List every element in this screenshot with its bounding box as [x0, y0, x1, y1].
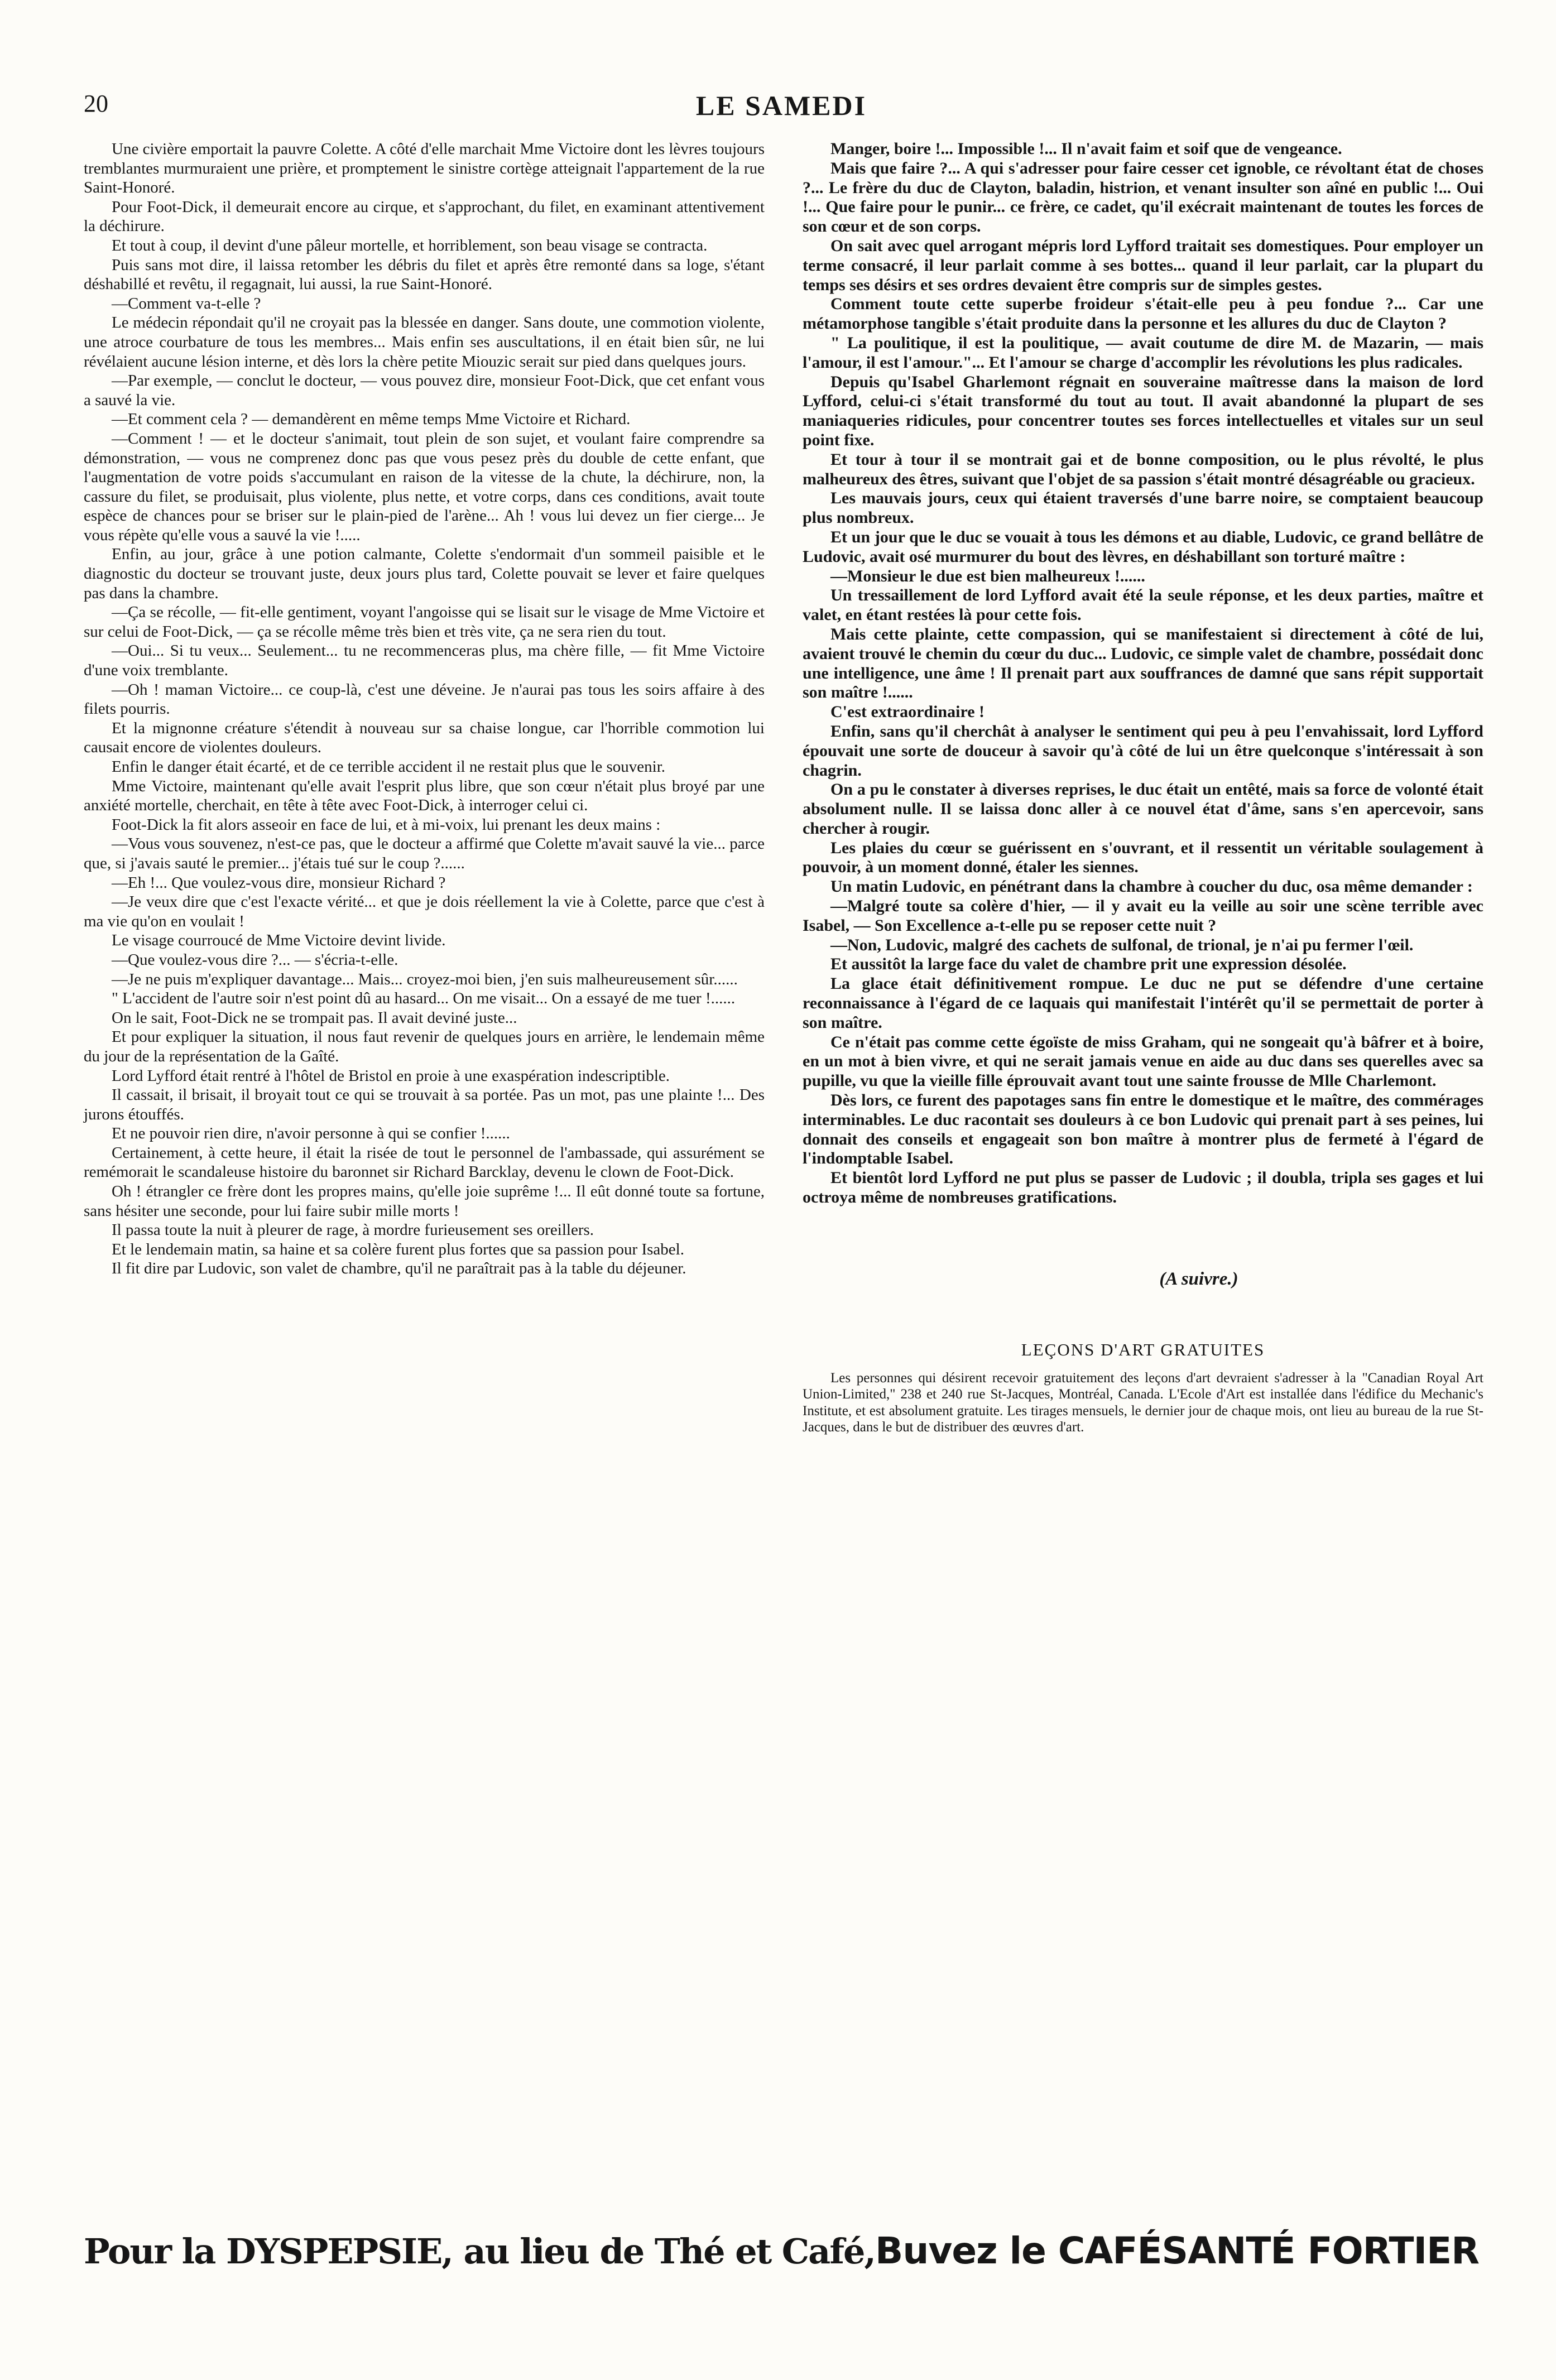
- paragraph: La glace était définitivement rompue. Le duc ne put se défendre d'une certaine reconnaissance à l'égard de ce laquais qui manifestait l'intérêt qu'il se permettait de porter à son maître.: [803, 974, 1483, 1032]
- paragraph: Ce n'était pas comme cette égoïste de miss Graham, qui ne songeait qu'à bâfrer et à boire, en un mot à bien vivre, et qui ne serait jamais venue en aide au duc dans ses querelles avec sa pupille, vu que la vieille fille éprouvait avant tout une sainte frousse de Mlle Charlemont.: [803, 1032, 1483, 1090]
- paragraph: Pour Foot-Dick, il demeurait encore au cirque, et s'approchant, du filet, en examinant attentivement la déchirure.: [84, 198, 765, 235]
- paragraph: Le médecin répondait qu'il ne croyait pas la blessée en danger. Sans doute, une commotion violente, une atroce courbature de tous les membres... Mais enfin ses auscultations, il en était bien sûr, ne lui révélaient aucune lésion interne, et dès lors la chère petite Miouzic serait sur pied dans quelques jours.: [84, 314, 765, 371]
- paragraph: Mais cette plainte, cette compassion, qui se manifestaient si directement à côté de lui, avaient trouvé le chemin du cœur du duc... Ludovic, ce simple valet de chambre, possédait donc une intelligence, une âme ! Il prenait part aux souffrances de damné que sans répit supportait son maître !......: [803, 624, 1483, 702]
- paragraph: —Comment va-t-elle ?: [112, 294, 261, 312]
- page-header: [84, 89, 1479, 128]
- paragraph: Manger, boire !... Impossible !... Il n'avait faim et soif que de vengeance.: [830, 140, 1342, 158]
- paragraph: —Ça se récolle, — fit-elle gentiment, voyant l'angoisse qui se lisait sur le visage de Mme Victoire et sur celui de Foot-Dick, — ça se récolle même très bien et très vite, ça ne sera rien du tout.: [84, 603, 765, 641]
- paragraph: Et tour à tour il se montrait gai et de bonne composition, ou le plus révolté, le plus malheureux des êtres, suivant que l'objet de sa passion s'était montré désagréable ou gracieux.: [803, 450, 1483, 488]
- paragraph: —Non, Ludovic, malgré des cachets de sulfonal, de trional, je n'ai pu fermer l'œil.: [830, 935, 1414, 954]
- notice-text: Les personnes qui désirent recevoir gratuitement des leçons d'art devraient s'adresser à la "Canadian Royal Art Union-Limited," 238 et 240 rue St-Jacques, Montréal, Canada. L'Ecole d'Art est installée dans l'édifice du Mechanic's Institute, et est absolument gratuite. Les tirages mensuels, le dernier jour de chaque mois, ont lieu au bureau de la rue St-Jacques, dans le but de distribuer des œuvres d'art.: [803, 1370, 1483, 1435]
- paragraph: Mme Victoire, maintenant qu'elle avait l'esprit plus libre, que son cœur n'était plus broyé par une anxiété mortelle, cherchait, en tête à tête avec Foot-Dick, à interroger celui ci.: [84, 777, 765, 815]
- paragraph: Une civière emportait la pauvre Colette. A côté d'elle marchait Mme Victoire dont les lèvres toujours tremblantes murmuraient une prière, et promptement le sinistre cortège atteignait l'appartement de la rue Saint-Honoré.: [84, 140, 765, 197]
- paragraph: C'est extraordinaire !: [830, 703, 985, 722]
- paragraph: Puis sans mot dire, il laissa retomber les débris du filet et après être remonté dans sa loge, s'étant déshabillé et revêtu, il regagnait, lui aussi, la rue Saint-Honoré.: [84, 256, 765, 294]
- paragraph: On sait avec quel arrogant mépris lord Lyfford traitait ses domestiques. Pour employer un terme consacré, il leur parlait comme à ses bottes... quand il leur parlait, car la plupart du temps ses désirs et ses ordres devaient être compris sur de simples gestes.: [803, 236, 1483, 294]
- paragraph: —Malgré toute sa colère d'hier, — il y avait eu la veille au soir une scène terrible avec Isabel, — Son Excellence a-t-elle pu se reposer cette nuit ?: [803, 897, 1483, 935]
- right-column: [803, 140, 1483, 1436]
- art-lessons-notice: [803, 1340, 1483, 1436]
- paragraph: —Je ne puis m'expliquer davantage... Mais... croyez-moi bien, j'en suis malheureusement sûr......: [112, 970, 738, 988]
- paragraph: —Comment ! — et le docteur s'animait, tout plein de son sujet, et voulant faire comprendre sa démonstration, — vous ne comprenez donc pas que vous pesez près du double de cette enfant, que l'augmentation de votre poids s'accumulant en raison de la vitesse de la chute, la déchirure, non, la cassure du filet, se produisait, plus violente, plus nette, et votre corps, dans ces conditions, avait toute espèce de chances pour se briser sur le plain-pied de l'arène... Ah ! vous lui devez un fier cierge... Je vous répète qu'elle vous a sauvé la vie !.....: [84, 429, 765, 544]
- paragraph: Enfin, sans qu'il cherchât à analyser le sentiment qui peu à peu l'envahissait, lord Lyfford épouvait une sorte de douceur à savoir qu'à côté de lui un être quelconque s'intéressait à son chagrin.: [803, 722, 1483, 780]
- paragraph: Foot-Dick la fit alors asseoir en face de lui, et à mi-voix, lui prenant les deux mains :: [112, 815, 661, 834]
- paragraph: —Je veux dire que c'est l'exacte vérité... et que je dois réellement la vie à Colette, parce que c'est à ma vie qu'on en voulait !: [84, 893, 765, 930]
- paragraph: Il fit dire par Ludovic, son valet de chambre, qu'il ne paraîtrait pas à la table du déjeuner.: [112, 1259, 686, 1278]
- paragraph: Dès lors, ce furent des papotages sans fin entre le domestique et le maître, des commérages interminables. Le duc racontait ses douleurs à ce bon Ludovic qui prenait part à ses peines, lui donnait des conseils et engageait son bon maître à montrer plus de fermeté à l'égard de l'indomptable Isabel.: [803, 1091, 1483, 1168]
- paragraph: —Monsieur le due est bien malheureux !......: [830, 566, 1145, 585]
- paragraph: —Oh ! maman Victoire... ce coup-là, c'est une déveine. Je n'aurai pas tous les soirs affaire à des filets pourris.: [84, 680, 765, 718]
- paragraph: " La poulitique, il est la poulitique, — avait coutume de dire M. de Mazarin, — mais l'amour, il est l'amour."... Et l'amour se charge d'accomplir les révolutions les plus radicales.: [803, 333, 1483, 372]
- paragraph: Et bientôt lord Lyfford ne put plus se passer de Ludovic ; il doubla, tripla ses gages et lui octroya même de nombreuses gratifications.: [803, 1169, 1483, 1207]
- right-column-text: [803, 140, 1483, 1208]
- paragraph: Comment toute cette superbe froideur s'était-elle peu à peu fondue ?... Car une métamorphose tangible s'était produite dans la personne et les allures du duc de Clayton ?: [803, 295, 1483, 333]
- paragraph: Et la mignonne créature s'étendit à nouveau sur sa chaise longue, car l'horrible commotion lui causait encore de violentes douleurs.: [84, 719, 765, 757]
- running-head-title: LE SAMEDI: [695, 90, 867, 121]
- paragraph: Certainement, à cette heure, il était la risée de tout le personnel de l'ambassade, qui assurément se remémorait le scandaleuse histoire du baronnet sir Richard Barcklay, devenu le clown de Foot-Dick.: [84, 1143, 765, 1181]
- paragraph: Enfin, au jour, grâce à une potion calmante, Colette s'endormait d'un sommeil paisible et le diagnostic du docteur se trouvant juste, deux jours plus tard, Colette pouvait se lever et faire quelques pas dans la chambre.: [84, 545, 765, 602]
- paragraph: " L'accident de l'autre soir n'est point dû au hasard... On me visait... On a essayé de me tuer !......: [112, 989, 736, 1008]
- left-column: [84, 140, 765, 1278]
- paragraph: Et tout à coup, il devint d'une pâleur mortelle, et horriblement, son beau visage se contracta.: [112, 236, 708, 254]
- to-be-continued: (A suivre.): [1159, 1268, 1238, 1289]
- paragraph: Et le lendemain matin, sa haine et sa colère furent plus fortes que sa passion pour Isabel.: [112, 1240, 684, 1258]
- paragraph: Il cassait, il brisait, il broyait tout ce qui se trouvait à sa portée. Pas un mot, pas une plainte !... Des jurons étouffés.: [84, 1086, 765, 1123]
- paragraph: Les plaies du cœur se guérissent en s'ouvrant, et il ressentit un véritable soulagement à pouvoir, à un moment donné, étaler les siennes.: [803, 838, 1483, 877]
- page-number: 20: [84, 90, 108, 117]
- paragraph: Et pour expliquer la situation, il nous faut revenir de quelques jours en arrière, le lendemain même du jour de la représentation de la Gaîté.: [84, 1028, 765, 1065]
- paragraph: Et ne pouvoir rien dire, n'avoir personne à qui se confier !......: [112, 1124, 510, 1143]
- paragraph: Mais que faire ?... A qui s'adresser pour faire cesser cet ignoble, ce révoltant état de choses ?... Le frère du duc de Clayton, baladin, histrion, et venant insulter son aîné en public !... Oui !... Que faire pour le punir... ce frère, ce cadet, qu'il exécrait maintenant de toutes les forces de son cœur et de son corps.: [803, 158, 1483, 236]
- paragraph: Et un jour que le duc se vouait à tous les démons et au diable, Ludovic, ce grand bellâtre de Ludovic, avait osé murmurer du bout des lèvres, en déshabillant son torturé maître :: [803, 527, 1483, 566]
- paragraph: Le visage courroucé de Mme Victoire devint livide.: [112, 931, 446, 950]
- paragraph: On a pu le constater à diverses reprises, le duc était un entêté, mais sa force de volonté était absolument nulle. Il se laissa donc aller à ce nouvel état d'âme, sans s'en apercevoir, sans chercher à rougir.: [803, 780, 1483, 838]
- footer-advertisement: [84, 2229, 1479, 2272]
- paragraph: —Que voulez-vous dire ?... — s'écria-t-elle.: [112, 950, 398, 969]
- notice-title: LEÇONS D'ART GRATUITES: [1021, 1339, 1265, 1359]
- paragraph: Et aussitôt la large face du valet de chambre prit une expression désolée.: [830, 955, 1347, 974]
- paragraph: Lord Lyfford était rentré à l'hôtel de Bristol en proie à une exaspération indescriptible.: [112, 1066, 670, 1085]
- paragraph: Enfin le danger était écarté, et de ce terrible accident il ne restait plus que le souvenir.: [112, 758, 666, 776]
- paragraph: On le sait, Foot-Dick ne se trompait pas. Il avait deviné juste...: [112, 1008, 517, 1027]
- paragraph: —Par exemple, — conclut le docteur, — vous pouvez dire, monsieur Foot-Dick, que cet enfant vous a sauvé la vie.: [84, 372, 765, 409]
- paragraph: Les mauvais jours, ceux qui étaient traversés d'une barre noire, se comptaient beaucoup plus nombreux.: [803, 489, 1483, 527]
- paragraph: —Et comment cela ? — demandèrent en même temps Mme Victoire et Richard.: [112, 410, 631, 429]
- paragraph: Il passa toute la nuit à pleurer de rage, à mordre furieusement ses oreillers.: [112, 1221, 594, 1239]
- paragraph: Un tressaillement de lord Lyfford avait été la seule réponse, et les deux parties, maître et valet, en étant restées là pour cette fois.: [803, 586, 1483, 624]
- ad-cafesante-text: Buvez le CAFÉSANTÉ FORTIER: [875, 2229, 1480, 2272]
- paragraph: Oh ! étrangler ce frère dont les propres mains, qu'elle joie suprême !... Il eût donné toute sa fortune, sans hésiter une seconde, pour lui faire subir mille morts !: [84, 1182, 765, 1220]
- paragraph: —Vous vous souvenez, n'est-ce pas, que le docteur a affirmé que Colette m'avait sauvé la vie... parce que, si j'avais sauté le premier... j'étais tué sur le coup ?......: [84, 835, 765, 872]
- paragraph: —Oui... Si tu veux... Seulement... tu ne recommenceras plus, ma chère fille, — fit Mme Victoire d'une voix tremblante.: [84, 642, 765, 680]
- paragraph: —Eh !... Que voulez-vous dire, monsieur Richard ?: [112, 873, 446, 892]
- paragraph: Un matin Ludovic, en pénétrant dans la chambre à coucher du duc, osa même demander :: [830, 877, 1473, 896]
- paragraph: Depuis qu'Isabel Gharlemont régnait en souveraine maîtresse dans la maison de lord Lyfford, celui-ci s'était transformé du tout au tout. Il avait abandonné la plupart de ses maniaqueries ridicules, pour concentrer toutes ses forces intellectuelles et vitales sur un seul point fixe.: [803, 372, 1483, 449]
- ad-dyspepsie-text: Pour la DYSPEPSIE, au lieu de Thé et Café,: [84, 2231, 876, 2272]
